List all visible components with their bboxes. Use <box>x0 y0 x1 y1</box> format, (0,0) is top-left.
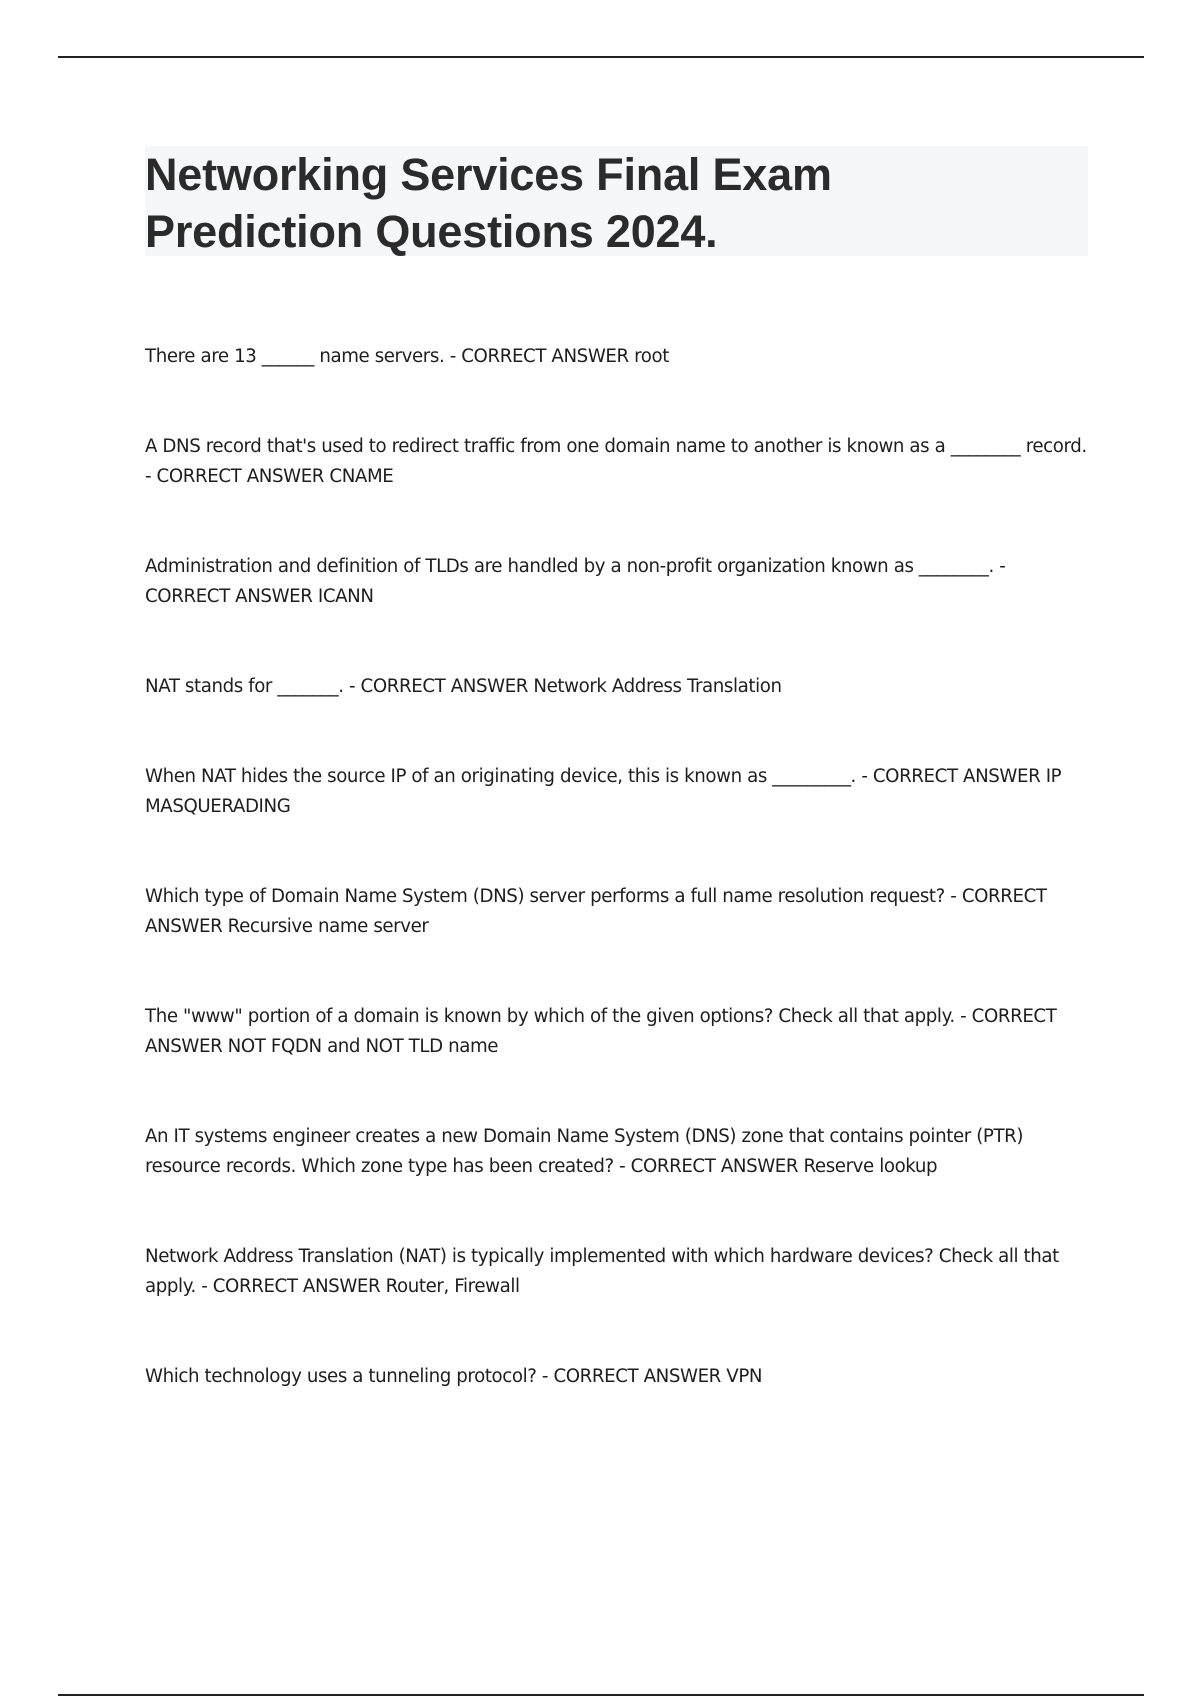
question-item: The "www" portion of a domain is known by which of the given options? Check all that apply. - CORRECT ANSWER NOT FQDN and NOT TLD name <box>145 1006 1057 1057</box>
question-item: Which type of Domain Name System (DNS) server performs a full name resolution request? - CORRECT ANSWER Recursive name server <box>145 886 1047 937</box>
title-line-1: Networking Services Final Exam <box>145 149 832 200</box>
question-item: Which technology uses a tunneling protocol? - CORRECT ANSWER VPN <box>145 1366 763 1387</box>
question-item: Network Address Translation (NAT) is typically implemented with which hardware devices? Check all that apply. - CORRECT ANSWER Router, Firewall <box>145 1246 1059 1297</box>
footer-rule <box>58 1694 1144 1696</box>
header-rule <box>58 56 1144 58</box>
question-item: An IT systems engineer creates a new Domain Name System (DNS) zone that contains pointer (PTR) resource records. Which zone type has been created? - CORRECT ANSWER Reserve lookup <box>145 1126 1024 1177</box>
question-item: When NAT hides the source IP of an originating device, this is known as _________. - CORRECT ANSWER IP MASQUERADING <box>145 766 1062 817</box>
title-line-2: Prediction Questions 2024. <box>145 206 718 257</box>
question-item: NAT stands for _______. - CORRECT ANSWER Network Address Translation <box>145 676 782 697</box>
question-item: A DNS record that's used to redirect traffic from one domain name to another is known as a ________ record. - CORRECT ANSWER CNAME <box>145 436 1087 487</box>
document-title <box>145 146 1088 256</box>
question-list <box>145 342 1090 1392</box>
question-item: There are 13 ______ name servers. - CORRECT ANSWER root <box>145 346 669 367</box>
question-item: Administration and definition of TLDs are handled by a non-profit organization known as ________. - CORRECT ANSWER ICANN <box>145 556 1006 607</box>
